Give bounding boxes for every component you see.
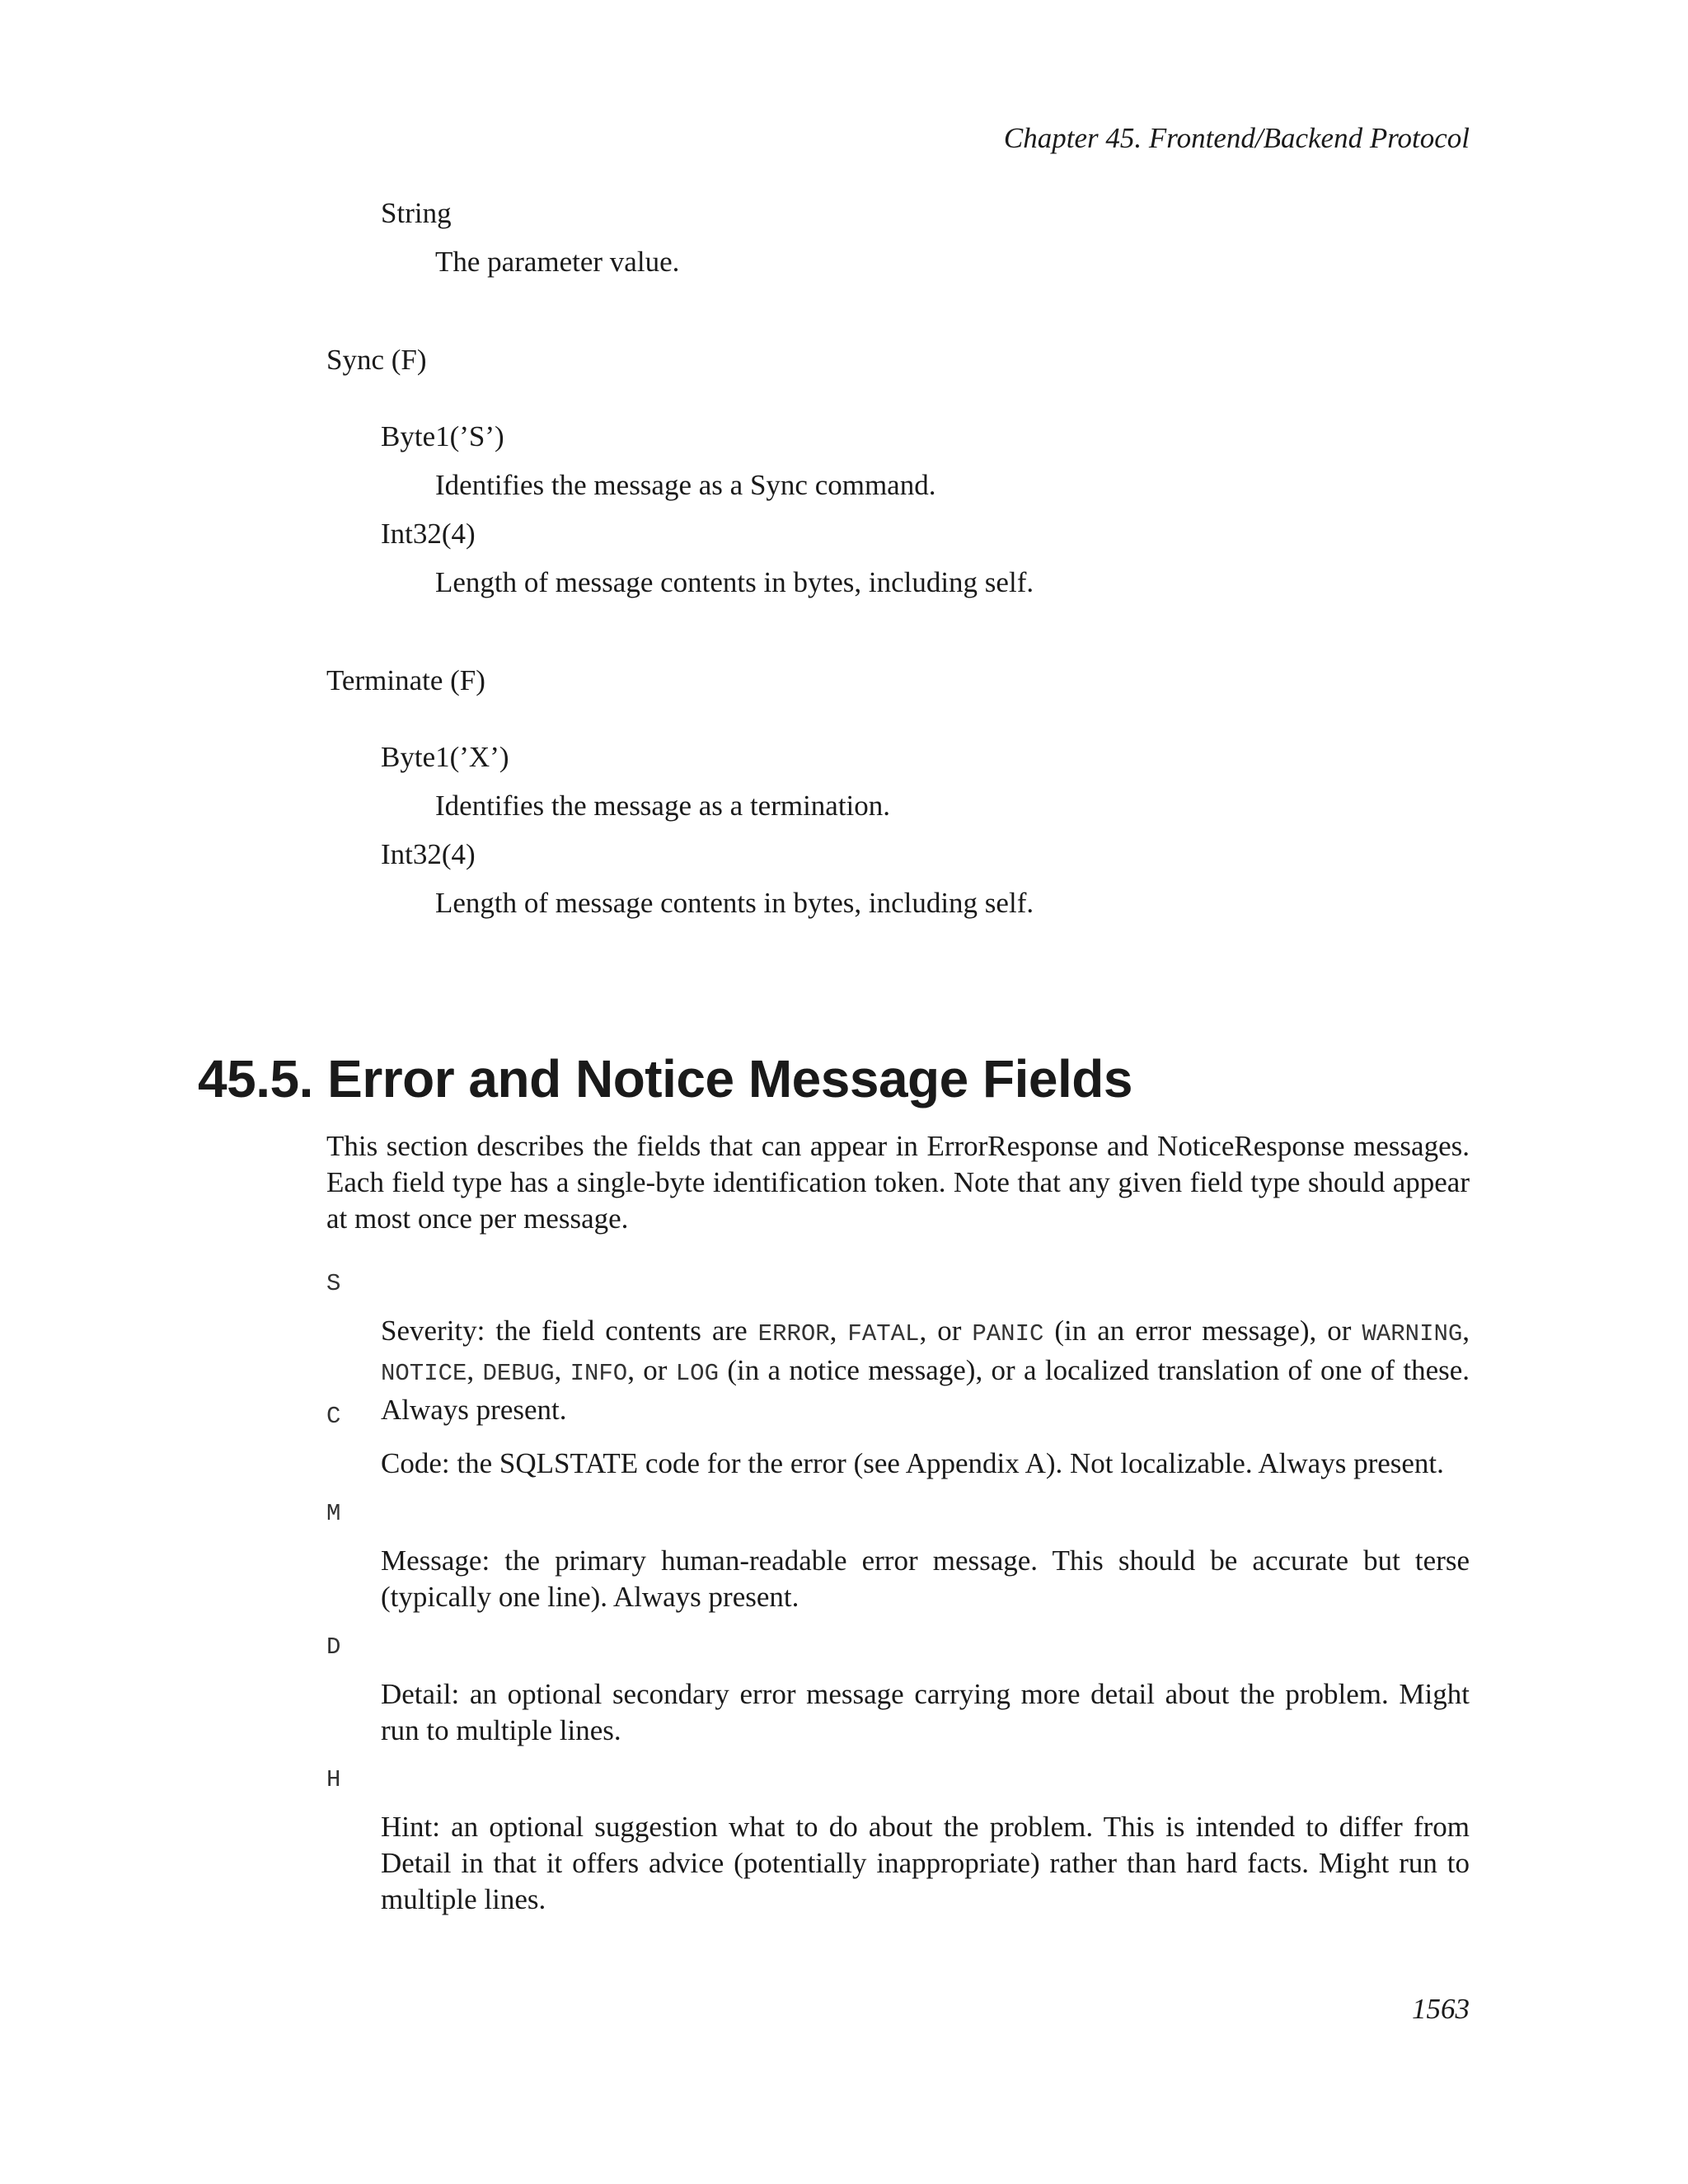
field-name-string: String [381, 197, 452, 229]
sync-field-int32-desc: Length of message contents in bytes, including self. [435, 566, 1034, 598]
message-title-sync: Sync (F) [326, 344, 427, 376]
terminate-field-byte1-desc: Identifies the message as a termination. [435, 790, 891, 822]
field-code-d: D [326, 1633, 341, 1661]
field-desc-m: Message: the primary human-readable error message. This should be accurate but terse (typically one line). Always present. [381, 1544, 1470, 1613]
field-code-c: C [326, 1403, 341, 1430]
terminate-field-byte1: Byte1(’X’) [381, 741, 509, 773]
field-desc-string: The parameter value. [435, 246, 680, 278]
field-code-m: M [326, 1500, 341, 1527]
field-code-s: S [326, 1270, 341, 1297]
terminate-field-int32-desc: Length of message contents in bytes, including self. [435, 887, 1034, 919]
section-heading: 45.5. Error and Notice Message Fields [198, 1049, 1132, 1108]
field-desc-s: Severity: the field contents are ERROR, FATAL, or PANIC (in an error message), or WARNING, NOTICE, DEBUG, INFO, or LOG (in a notice message), or a localized translation of one of these. Always present. [381, 1315, 1470, 1426]
field-desc-h: Hint: an optional suggestion what to do about the problem. This is intended to differ from Detail in that it offers advice (potentially inappropriate) rather than hard facts. Might run to multiple lines. [381, 1811, 1470, 1915]
message-title-terminate: Terminate (F) [326, 664, 485, 696]
field-desc-d: Detail: an optional secondary error message carrying more detail about the problem. Might run to multiple lines. [381, 1678, 1470, 1746]
sync-field-byte1-desc: Identifies the message as a Sync command. [435, 469, 936, 501]
running-head: Chapter 45. Frontend/Backend Protocol [1003, 122, 1470, 154]
section-intro: This section describes the fields that can appear in ErrorResponse and NoticeResponse messages. Each field type has a single-byte identification token. Note that any given field type should appear at most once per message. [326, 1130, 1470, 1235]
page-number: 1563 [1412, 1993, 1470, 2025]
field-desc-c: Code: the SQLSTATE code for the error (see Appendix A). Not localizable. Always present. [381, 1447, 1444, 1479]
sync-field-byte1: Byte1(’S’) [381, 420, 504, 452]
sync-field-int32: Int32(4) [381, 518, 476, 550]
field-code-h: H [326, 1766, 341, 1793]
terminate-field-int32: Int32(4) [381, 838, 476, 870]
